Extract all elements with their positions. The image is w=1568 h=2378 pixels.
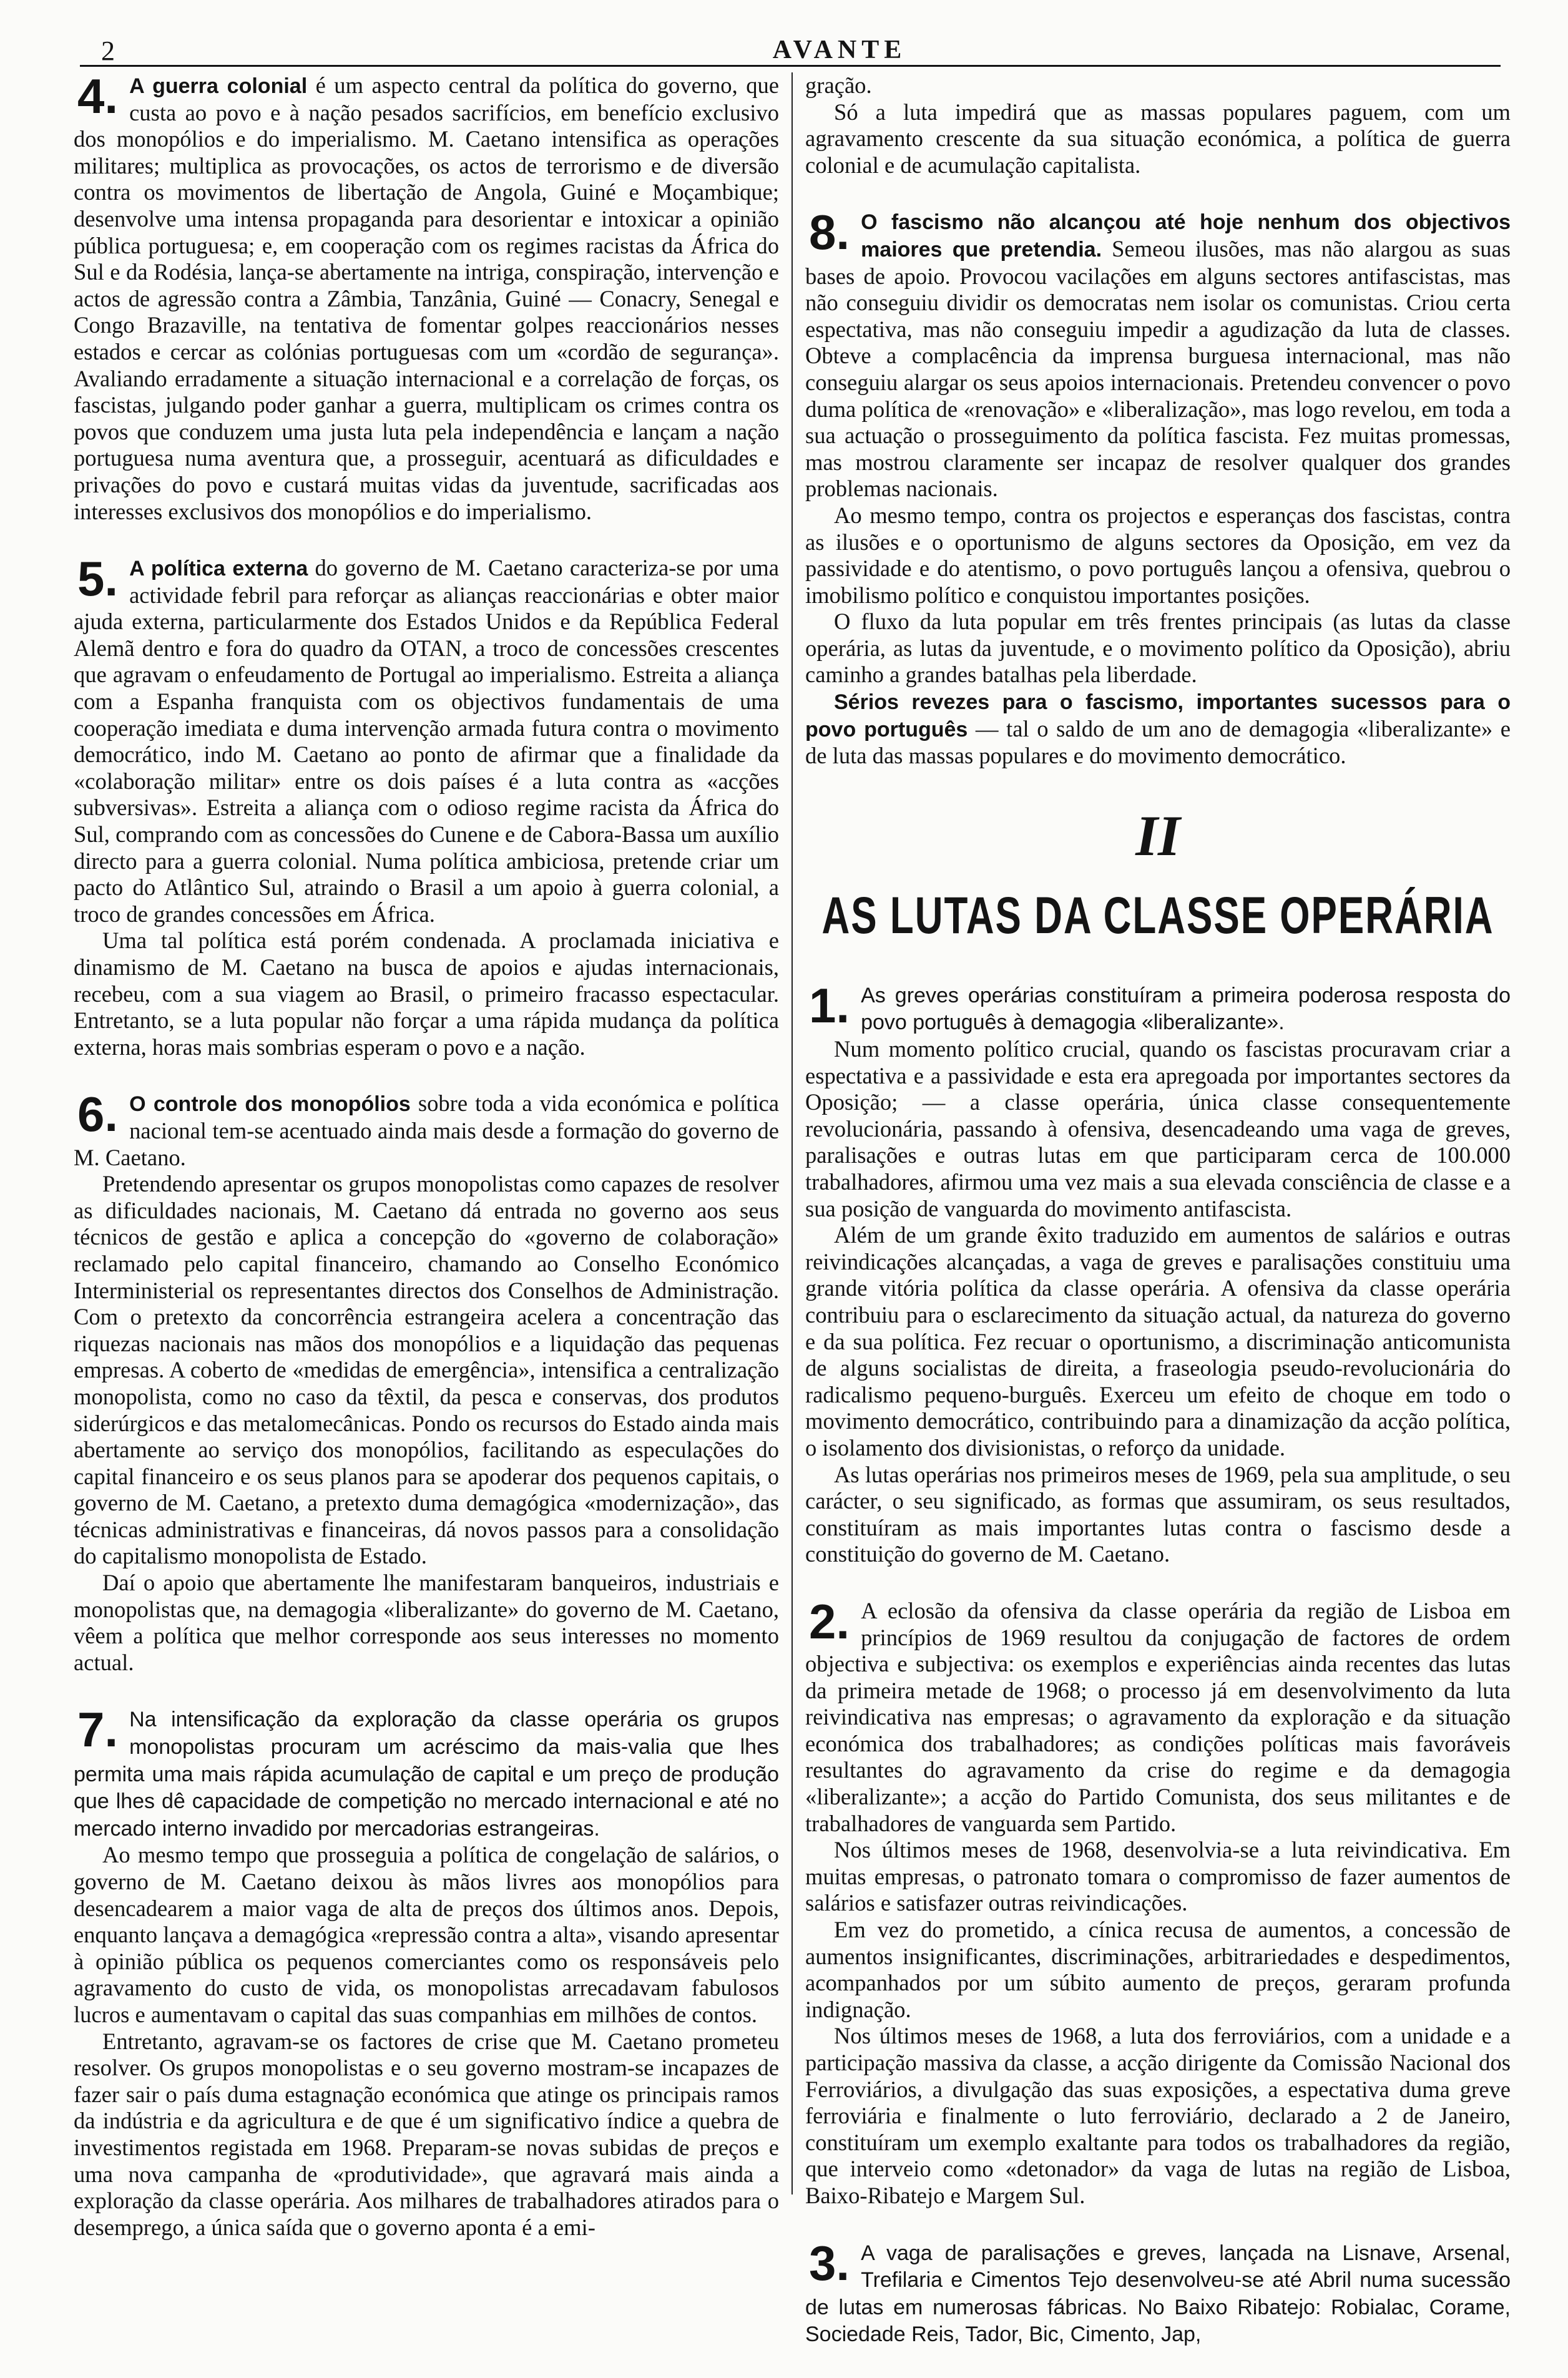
section-number: 7. xyxy=(77,1702,119,1758)
section-number: 2. xyxy=(809,1593,850,1649)
section-4 xyxy=(74,69,780,525)
section-text: é um aspecto central da política do governo, que custa ao povo e à nação pesados sacrifícios, em benefício exclusivo dos monopólios e do imperialismo. M. Caetano intensifica as operações militares; multiplica as provocações, os actos de terrorismo e de diversão contra os movimentos de libertação de Angola, Guiné e Moçambique; desenvolve uma intensa propaganda para desorientar e intoxicar a opinião pública portuguesa; e, em cooperação com os regimes racistas da África do Sul e da Rodésia, lança-se abertamente na intriga, conspiração, intervenção e actos de agressão contra a Zâmbia, Tanzânia, Guiné — Conacry, Senegal e Congo Brazaville, na tentativa de fomentar golpes reaccionários nesses estados e cercar as colónias portuguesas com um «cordão de segurança». Avaliando erradamente a situação internacional e a correlação de forças, os fascistas, julgando poder ganhar a guerra, multiplicam os crimes contra os povos que conduzem uma justa luta pela independência e lançam a nação portuguesa numa aventura que, a prosseguir, acentuará as dificuldades e privações do povo e custará muitas vidas da juventude, sacrificadas aos interesses exclusivos dos monopólios e do imperialismo. xyxy=(74,72,780,524)
paragraph: Uma tal política está porém condenada. A proclamada iniciativa e dinamismo de M. Caetano na busca de apoios e ajudas internacionais, recebeu, com a sua viagem ao Brasil, o primeiro fracasso espectacular. Entretanto, se a luta popular não forçar a uma rápida mudança da política externa, horas mais sombrias esperam o povo e a nação. xyxy=(74,927,779,1060)
section-7-lead xyxy=(74,1702,779,1842)
paragraph: Num momento político crucial, quando os fascistas procuravam criar a espectativa e a passividade e esta era apregoada por importantes sectores da Oposição; — a classe operária, única classe consequentemente revolucionária, passando à ofensiva, desencadeando uma vaga de greves, paralisações e outras lutas em que participaram cerca de 100.000 trabalhadores, afirmou uma vez mais a sua elevada consciência de classe e a sua posição de vanguarda do movimento antifascista. xyxy=(805,1036,1511,1221)
section-6-lead xyxy=(74,1087,779,1171)
section-text: A vaga de paralisações e greves, lançada na Lisnave, Arsenal, Trefilaria e Cimentos Tejo desenvolveu-se até Abril numa sucessão de lutas em numerosas fábricas. No Baixo Ribatejo: Robialac, Corame, Sociedade Reis, Tador, Bic, Cimento, Jap, xyxy=(805,2241,1511,2347)
section-number: 6. xyxy=(77,1087,119,1142)
section-6 xyxy=(74,1087,779,1676)
paragraph: Pretendendo apresentar os grupos monopolistas como capazes de resolver as dificuldades nacionais, M. Caetano dá entrada no governo aos seus técnicos de gestão e aplica a concepção do «governo de colaboração» reclamado pelo capital financeiro, chamando ao Conselho Económico Interministerial os representantes directos dos Conselhos de Administração. Com o pretexto da concorrência estrangeira acelera a concentração das riquezas nacionais nas mãos dos monopólios e a liquidação das pequenas empresas. A coberto de «medidas de emergência», intensifica a centralização monopolista, como no caso da têxtil, da pesca e conservas, dos produtos siderúrgicos e das metalomecânicas. Pondo os recursos do Estado ainda mais abertamente ao serviço dos monopólios, facilitando as especulações do capital financeiro e os seus planos para se apoderar dos pequenos capitais, o governo de M. Caetano, a pretexto duma demagógica «modernização», das técnicas administrativas e financeiras, dá novos passos para a consolidação do capitalismo monopolista de Estado. xyxy=(74,1171,779,1569)
paragraph-text: — tal o saldo de um ano de demagogia «liberalizante» e de luta das massas populares e do movimento democrático. xyxy=(805,715,1511,769)
paragraph: Entretanto, agravam-se os factores de crise que M. Caetano prometeu resolver. Os grupos monopolistas e o seu governo mostram-se incapazes de fazer sair o país duma estagnação económica que atinge os principais ramos da indústria e da agricultura e de que é um significativo índice a quebra de investimentos registada em 1968. Preparam-se novas subidas de preços e uma nova campanha de «produtividade», que agravará mais ainda a exploração da classe operária. Aos milhares de trabalhadores atirados para o desemprego, a única saída que o governo aponta é a emi- xyxy=(74,2028,779,2240)
part-roman-numeral: II xyxy=(1135,803,1180,868)
section-text: do governo de M. Caetano caracteriza-se por uma actividade febril para reforçar as alianças reaccionárias e obter maior ajuda externa, particularmente dos Estados Unidos e da República Federal Alemã dentro e fora do quadro da OTAN, a troco de concessões crescentes que agravam o enfeudamento de Portugal ao imperialismo. Estreita a aliança com a Espanha franquista com os objectivos fundamentais de uma cooperação imediata e duma intervenção armada futura contra o movimento democrático, indo M. Caetano ao ponto de afirmar que a finalidade da «colaboração militar» entre os dois países é a luta contra as «acções subversivas». Estreita a aliança com o odioso regime racista da África do Sul, comprando com as concessões do Cunene e de Cabora-Bassa um auxílio directo para a guerra colonial. Numa política ambiciosa, pretende criar um pacto do Atlântico Sul, atraindo o Brasil a um apoio à guerra colonial, a troco de grandes concessões em África. xyxy=(74,555,779,927)
section-1 xyxy=(805,977,1511,1568)
section-text: sobre toda a vida económica e política nacional tem-se acentuado ainda mais desde a formação do governo de M. Caetano. xyxy=(74,1090,779,1170)
section-text: A eclosão da ofensiva da classe operária da região de Lisboa em princípios de 1969 resultou da conjugação de factores de ordem objectiva e subjectiva: os exemplos e experiências ainda recentes das lutas da primeira metade de 1968; o processo já em desenvolvimento da luta reivindicativa nas empresas; o agravamento da exploração e da situação económica dos trabalhadores; as condições políticas mais favoráveis resultantes do agravamento da crise do regime e da demagogia «liberalizante»; a acção do Partido Comunista, dos seus militantes e de trabalhadores de vanguarda sem Partido. xyxy=(805,1597,1511,1836)
section-2-lead xyxy=(805,1593,1511,1837)
section-number: 4. xyxy=(77,69,119,124)
section-2 xyxy=(805,1593,1511,2209)
paragraph: Daí o apoio que abertamente lhe manifestaram banqueiros, industriais e monopolistas que, na demagogia «liberalizante» do governo de M. Caetano, vêem a política que melhor corresponde aos seus interesses no momento actual. xyxy=(74,1570,779,1675)
paragraph: Nos últimos meses de 1968, a luta dos ferroviários, com a unidade e a participação massiva da classe, a acção dirigente da Comissão Nacional dos Ferroviários, a divulgação das suas exposições, a espectativa duma greve ferroviária e finalmente o luto ferroviário, declarado a 2 de Janeiro, constituíram um exemplo exaltante para todos os trabalhadores da região, que interveio como «detonador» da vaga de lutas na região de Lisboa, Baixo-Ribatejo e Margem Sul. xyxy=(805,2023,1511,2208)
column-divider xyxy=(791,72,793,2195)
section-text: Na intensificação da exploração da classe operária os grupos monopolistas procuram um acréscimo da mais-valia que lhes permita uma mais rápida acumulação de capital e um preço de produção que lhes dê capacidade de competição no mercado internacional e até no mercado interno invadido por mercadorias estrangeiras. xyxy=(74,1708,779,1841)
section-text: As greves operárias constituíram a primeira poderosa resposta do povo português à demagogia «liberalizante». xyxy=(861,983,1511,1035)
section-4-lead xyxy=(74,69,780,525)
section-5-lead xyxy=(74,551,779,927)
section-5 xyxy=(74,551,779,1060)
continuation-text: gração. xyxy=(805,72,872,98)
paragraph-keyword: Sérios revezes para o fascismo, importantes sucessos para o povo português xyxy=(805,690,1511,741)
section-3 xyxy=(805,2235,1511,2348)
paragraph: Nos últimos meses de 1968, desenvolvia-se a luta reivindicativa. Em muitas empresas, o patronato tomara o compromisso de fazer aumentos de salários e satisfazer outras reivindicações. xyxy=(805,1837,1511,1916)
section-8 xyxy=(805,205,1511,769)
section-keyword: A política externa xyxy=(129,557,308,581)
paragraph: Ao mesmo tempo que prosseguia a política de congelação de salários, o governo de M. Caetano deixou às mãos livres aos monopólios para desencadearem a maior vaga de alta de preços dos últimos anos. Depois, enquanto lançava a demagógica «repressão contra a alta», visando apresentar à opinião pública os pequenos comerciantes como os responsáveis pelo agravamento do custo de vida, os monopolistas arrecadavam fabulosos lucros e aumentavam o capital das suas companhias em milhões de contos. xyxy=(74,1842,779,2027)
continuation xyxy=(805,72,1511,179)
header-rule xyxy=(80,65,1501,67)
paragraph: Além de um grande êxito traduzido em aumentos de salários e outras reivindicações alcançadas, a vaga de greves e paralisações constituiu uma grande vitória política da classe operária. A ofensiva da classe operária contribuiu para o esclarecimento da situação actual, da natureza do governo e da sua política. Fez recuar o oportunismo, a discriminação anticomunista de alguns socialistas de direita, a fraseologia pseudo-revolucionária do radicalismo pequeno-burguês. Exerceu um efeito de choque em todo o movimento democrático, contribuindo para a dinamização da acção política, o isolamento dos divisionistas, o reforço da unidade. xyxy=(805,1222,1511,1461)
left-column xyxy=(74,69,780,2271)
section-7 xyxy=(74,1702,779,2241)
section-number: 5. xyxy=(77,551,119,607)
paragraph: O fluxo da luta popular em três frentes principais (as lutas da classe operária, as lutas da juventude, e o movimento político da Oposição), abriu caminho a grandes batalhas pela liberdade. xyxy=(805,609,1511,688)
section-number: 1. xyxy=(809,977,850,1033)
section-8-lead xyxy=(805,205,1511,502)
masthead-title: AVANTE xyxy=(772,36,907,64)
right-column xyxy=(805,72,1511,2378)
paragraph: Em vez do prometido, a cínica recusa de aumentos, a concessão de aumentos insignificantes, discriminações, arbitrariedades e despedimentos, acompanhados por um súbito aumento de preços, geraram profunda indignação. xyxy=(805,1917,1511,2022)
section-number: 8. xyxy=(809,205,850,260)
section-3-lead xyxy=(805,2235,1511,2348)
paragraph: Ao mesmo tempo, contra os projectos e esperanças dos fascistas, contra as ilusões e o oportunismo de alguns sectores da Oposição, em vez da passividade e do atentismo, o povo português lançou a ofensiva, quebrou o imobilismo político e conquistou importantes posições. xyxy=(805,502,1511,608)
section-keyword: O fascismo não alcançou até hoje nenhum dos objectivos maiores que pretendia. xyxy=(861,210,1511,262)
paragraph: As lutas operárias nos primeiros meses de 1969, pela sua amplitude, o seu carácter, o seu significado, as formas que assumiram, os seus resultados, constituíram as mais importantes lutas contra o fascismo desde a constituição do governo de M. Caetano. xyxy=(805,1461,1511,1567)
paragraph xyxy=(805,688,1511,770)
page-number: 2 xyxy=(101,36,115,66)
paragraph: Só a luta impedirá que as massas populares paguem, com um agravamento crescente da sua situação económica, a política de guerra colonial e de acumulação capitalista. xyxy=(805,99,1511,178)
section-keyword: A guerra colonial xyxy=(129,74,308,98)
section-text: Semeou ilusões, mas não alargou as suas bases de apoio. Provocou vacilações em alguns sectores antifascistas, mas não conseguiu dividir os democratas nem isolar os comunistas. Criou certa espectativa, mas não conseguiu impedir a agudização da luta de classes. Obteve a complacência da imprensa burguesa internacional, mas não conseguiu alargar os seus apoios internacionais. Pretendeu convencer o povo duma política de «renovação» e «liberalização», mas logo revelou, em toda a sua actuação o prosseguimento da política fascista. Fez muitas promessas, mas mostrou claramente ser incapaz de resolver qualquer dos grandes problemas nacionais. xyxy=(805,235,1511,502)
part-heading: AS LUTAS DA CLASSE OPERÁRIA xyxy=(821,886,1494,945)
section-keyword: O controle dos monopólios xyxy=(129,1092,411,1117)
section-1-lead xyxy=(805,977,1511,1036)
section-number: 3. xyxy=(809,2235,850,2291)
